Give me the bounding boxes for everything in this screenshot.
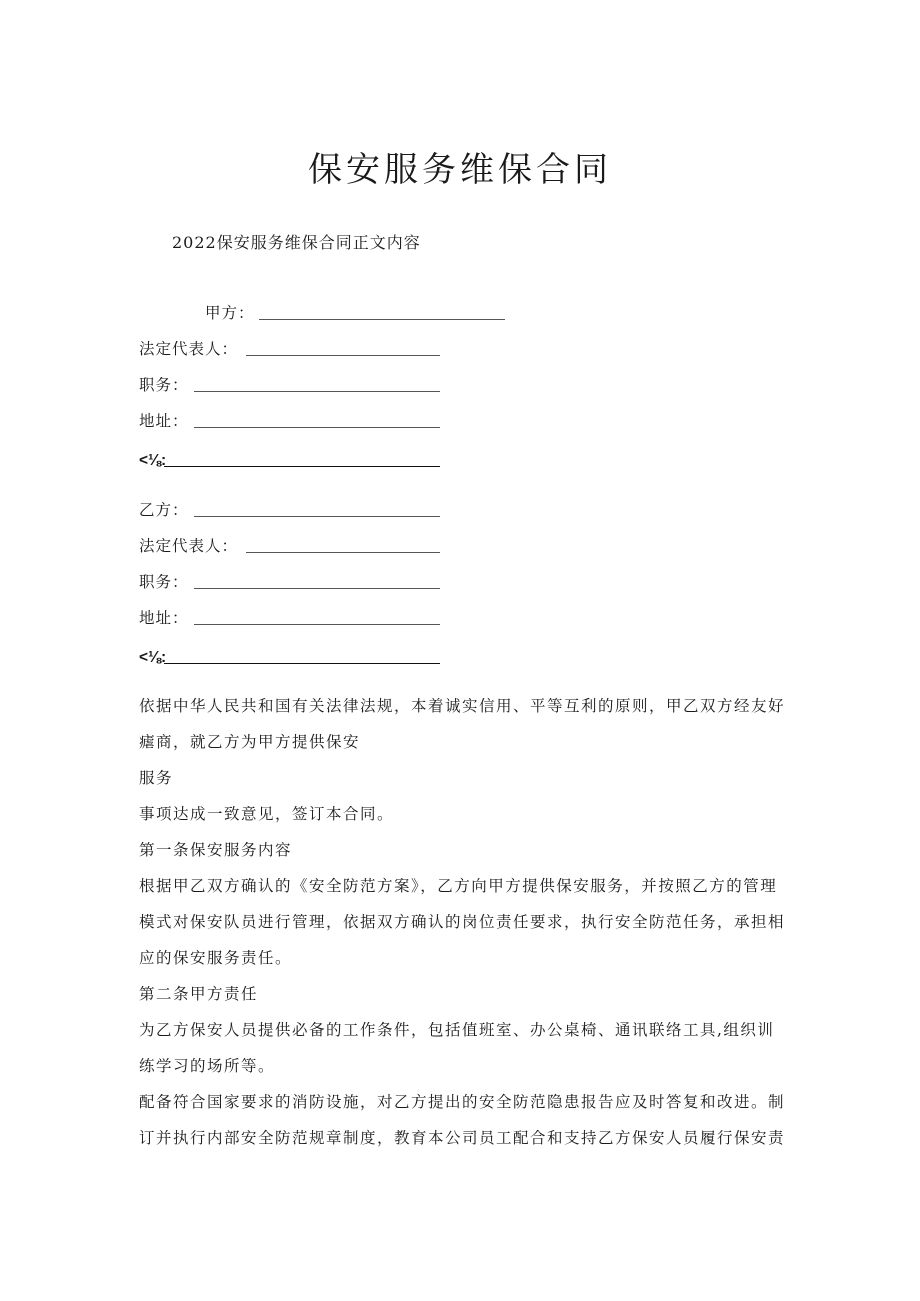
party-b-position-label: 职务： [139,573,189,591]
document-title: 保安服务维保合同 [308,150,612,190]
party-b-representative-blank [246,552,440,553]
preamble-conclusion: 事项达成一致意见，签订本合同。 [139,805,395,823]
party-a-phone-blank [164,466,440,467]
party-b-position-blank [194,588,440,589]
party-a-phone-label: <⅛: [139,452,167,469]
party-a-representative-blank [246,355,440,356]
article-2-paragraph: 为乙方保安人员提供必备的工作条件，包括值班室、办公桌椅、通讯联络工具,组织训练学习的场所等。 [139,1021,775,1075]
party-a-position-label: 职务： [139,376,189,394]
party-a-address-label: 地址： [139,412,189,430]
document-subtitle: 2022保安服务维保合同正文内容 [172,233,421,252]
party-a-name-blank [259,319,505,320]
party-b-phone-label: <⅛: [139,649,167,666]
party-b-name-label: 乙方： [139,501,189,519]
party-a-address-blank [194,427,440,428]
article-2-heading: 第二条甲方责任 [139,985,259,1003]
preamble-continuation: 服务 [139,769,174,787]
party-a-position-blank [194,391,440,392]
party-b-representative-label: 法定代表人： [139,537,239,555]
party-a-name-label: 甲方： [205,304,255,322]
party-a-representative-label: 法定代表人： [139,340,239,358]
article-1-paragraph: 根据甲乙双方确认的《安全防范方案》，乙方向甲方提供保安服务，并按照乙方的管理模式对保安队员进行管理，依据双方确认的岗位责任要求，执行安全防范任务，承担相应的保安服务责任。 [139,877,786,967]
article-1-heading: 第一条保安服务内容 [139,841,293,859]
party-b-phone-blank [164,663,440,664]
party-b-name-blank [194,516,440,517]
party-b-address-blank [194,624,440,625]
preamble-paragraph: 依据中华人民共和国有关法律法规，本着诚实信用、平等互利的原则，甲乙双方经友好瘧商，就乙方为甲方提供保安 [139,697,786,751]
article-2-paragraph: 配备符合国家要求的消防设施，对乙方提出的安全防范隐患报告应及时答复和改进。制订并执行内部安全防范规章制度，教育本公司员工配合和支持乙方保安人员履行保安责 [139,1093,786,1147]
party-b-address-label: 地址： [139,609,189,627]
